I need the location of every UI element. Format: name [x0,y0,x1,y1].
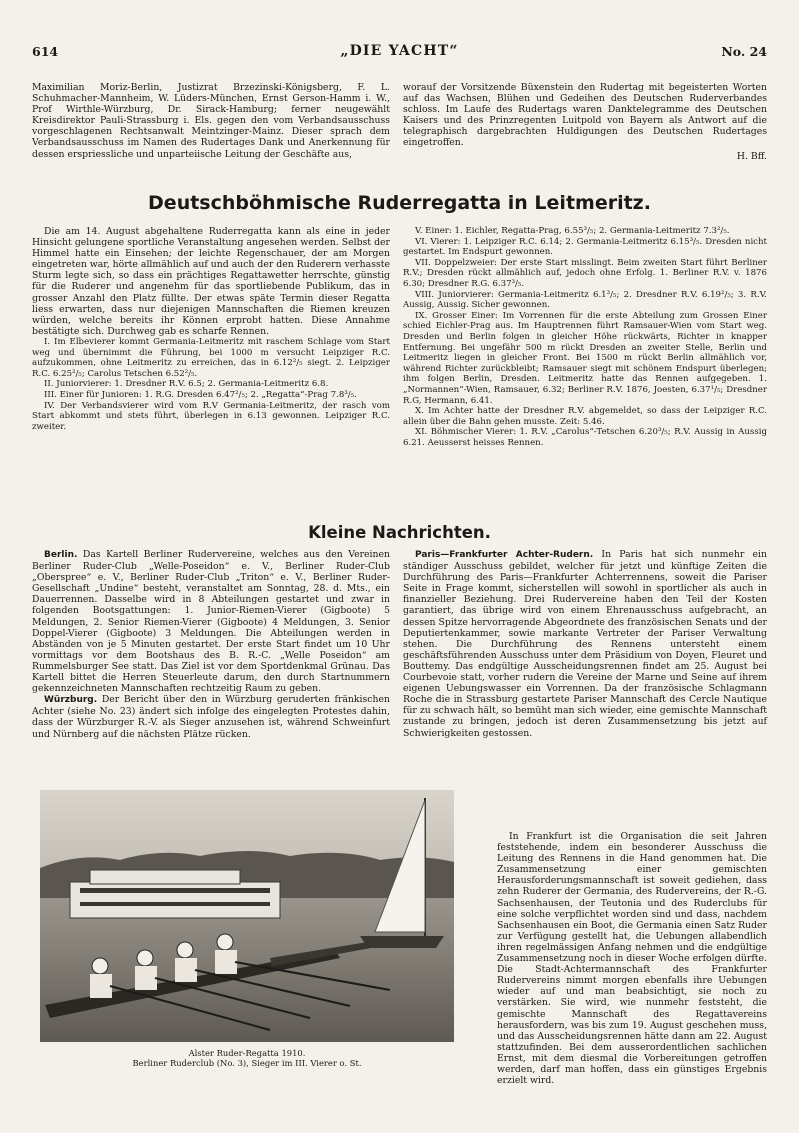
regatta-left-column [32,226,390,432]
photo-caption-title: Alster Ruder-Regatta 1910. [188,1048,306,1058]
regatta-right-column [403,226,767,448]
news-heading: Kleine Nachrichten. [308,523,491,542]
paris-text: In Paris hat sich nunmehr ein ständiger Ausschuss gebildet, welcher für jetzt und künftige Zeiten die Durchführung des Paris—Frankfurter Achterrennens, soweit die Pariser Seite in Frage kommt, sicherstellen will sowohl in sportlicher als auch in finanzieller Beziehung. Drei Rudervereine haben den Teil der Kosten garantiert, das übrige wird von einem Ehrenausschuss aufgebracht, an dessen Spitze hervorragende Abgeordnete des französischen Senats und der Deputiertenkammer, sowie markante Vertreter der Pariser Verwaltung stehen. Die Durchführung des Rennens untersteht einem geschäftsführenden Ausschuss unter dem Präsidium von Doyen, Fleuret und Bouttemy. Das endgültige Ausscheidungsrennen findet am 25. August bei Courbevoie statt, vorher rudern die Vereine der Marne und Seine auf ihrem eigenen Uebungswasser ein Vorrennen. Da der französische Schlagmann Roche die in Strassburg gestartete Pariser Mannschaft des Cercle Nautique für zu schwach hält, so bemüht man sich wieder, eine gemischte Mannschaft zustande zu bringen, jedoch ist deren Zusammensetzung bis jetzt auf Schwierigkeiten gestossen. [403,549,767,739]
paris-lead: Paris—Frankfurter Achter-Rudern. [415,550,594,560]
race-report: VII. Doppelzweier: Der erste Start misslingt. Beim zweiten Start führt Berliner R.V.; Dresden rückt allmählich auf, jedoch ohne Erfolg. 1. Berliner R.V. v. 1876 6.30; Dresdner R.G. 6.37³/₅. [403,257,767,289]
frankfurt-item: In Frankfurt ist die Organisation die seit Jahren feststehende, indem ein besonderer Ausschuss die Leitung des Rennens in die Hand genommen hat. Die Zusammensetzung einer gemischten Herausforderungsmannschaft ist soweit gediehen, dass zehn Ruderer der Germania, des Rudervereins, der R.-G. Sachsenhausen, der Teutonia und des Ruderclubs für eine solche verpflichtet worden sind und dass, nachdem Sachsenhausen ein Boot, die Germania einen Satz Ruder zur Verfügung gestellt hat, die Uebungen allabendlich ihren regelmässigen Anfang nehmen und die endgültige Zusammensetzung noch in dieser Woche erfolgen dürfte. Die Stadt-Achtermannschaft des Frankfurter Rudervereins nimmt morgen ebenfalls ihre Uebungen wieder auf und man beabsichtigt, sie noch zu verstärken. Sie wird, wie nunmehr feststeht, die gemischte Mannschaft des Regattavereins herausfordern, was bis zum 19. August geschehen muss, und das Ausscheidungsrennen hätte dann am 22. August stattzufinden. Bei dem ausserordentlichen sachlichen Ernst, mit dem diesmal die Vorbereitungen getroffen werden, darf man hoffen, dass ein günstiges Ergebnis erzielt wird. [497,831,767,1087]
berlin-text: Das Kartell Berliner Rudervereine, welches aus den Vereinen Berliner Ruder-Club „Welle-Poseidon“ e. V., Berliner Ruder-Club „Oberspree“ e. V., Berliner Ruder-Club „Triton“ e. V., Berliner Ruder-Gesellschaft „Undine“ besteht, veranstaltet am Sonntag, 28. d. Mts., ein Dauerrennen. Dasselbe wird in 8 Abteilungen gestartet und zwar in folgenden Bootsgattungen: 1. Junior-Riemen-Vierer (Gigboote) 5 Meldungen, 2. Senior Riemen-Vierer (Gigboote) 4 Meldungen, 3. Senior Doppel-Vierer (Gigboote) 3 Meldungen. Die Abteilungen werden in Abständen von je 5 Minuten gestartet. Der erste Start findet um 10 Uhr vormittags vor dem Bootshaus des B. R.-C. „Welle Poseidon“ am Rummelsburger See statt. Das Ziel ist vor dem Sportdenkmal Grünau. Das Kartell bittet die Herren Steuerleute darum, den durch Startnummern gekennzeichneten Mannschaften rechtzeitig Raum zu geben. [32,549,390,695]
top-right-column [403,82,767,162]
berlin-item [32,549,390,694]
news-right-column [403,549,767,739]
top-left-column [32,82,390,160]
paris-item [403,549,767,739]
race-report: X. Im Achter hatte der Dresdner R.V. abgemeldet, so dass der Leipziger R.C. allein über die Bahn gehen musste. Zeit: 5.46. [403,406,767,427]
author-signature: H. Bff. [736,150,767,162]
race-report: VIII. Juniorvierer: Germania-Leitmeritz 6.1³/₅; 2. Dresdner R.V. 6.19²/₅; 3. R.V. Aussig, Aussig. Sicher gewonnen. [403,289,767,311]
regatta-photo [40,790,454,1042]
top-left-paragraph: Maximilian Moriz-Berlin, Justizrat Brzezinski-Königsberg, F. L. Schuhmacher-Mannheim, W. Lüders-München, Ernst Gerson-Hamm i. W., Prof Wirthle-Würzburg, Dr. Sirack-Hamburg; ferner neugewählt Kreisdirektor Pauli-Strassburg i. Els. gegen den vom Verbandsausschuss vorgeschlagenen Rechtsanwalt Meintzinger-Mainz. Dieser sprach dem Verbandsausschuss im Namen des Rudertages Dank und Anerkennung für dessen erspriessliche und unparteiische Leitung der Geschäfte aus, [32,82,390,160]
race-report: I. Im Elbevierer kommt Germania-Leitmeritz mit raschem Schlage vom Start weg und übernimmt die Führung, bei 1000 m versucht Leipziger R.C. aufzukommen, ohne Leitmeritz zu erreichen, das in 6.12²/₅ siegt. 2. Leipziger R.C. 6.25²/₅; Carolus Tetschen 6.52²/₅. [32,336,390,379]
wuerzburg-lead: Würzburg. [44,695,98,706]
race-report: VI. Vierer: 1. Leipziger R.C. 6.14; 2. Germania-Leitmeritz 6.15³/₅. Dresden nicht gestartet. Im Endspurt gewonnen. [403,236,767,258]
regatta-intro: Die am 14. August abgehaltene Ruderregatta kann als eine in jeder Hinsicht gelungene sportliche Veranstaltung angesehen werden. Selbst der Himmel hatte ein Einsehen; der leichte Regenschauer, der am Morgen eingetreten war, hörte allmählich auf und auch der den Ruderern verhasste Sturm legte sich, so dass ein prächtiges Regattawetter herrschte, günstig für die Ruderer und angenehm für das sportliebende Publikum, das in grosser Anzahl den Platz füllte. Der etwas späte Termin dieser Regatta liess erwarten, dass nur diejenigen Mannschaften die Riemen kreuzen würden, welche bereits ihr Können erprobt hatten. Diese Annahme bestätigte sich. Durchweg gab es scharfe Rennen. [32,226,390,337]
race-report: II. Juniorvierer: 1. Dresdner R.V. 6.5; 2. Germania-Leitmeritz 6.8. [44,379,329,390]
regatta-heading: Deutschböhmische Ruderregatta in Leitmeritz. [148,192,651,214]
news-left-column [32,549,390,740]
page-header [32,44,767,66]
photo-caption [40,1048,454,1069]
race-report: XI. Böhmischer Vierer: 1. R.V. „Carolus“-Tetschen 6.20³/₅; R.V. Aussig in Aussig 6.21. Aeusserst heisses Rennen. [403,427,767,448]
race-report: IX. Grosser Einer: Im Vorrennen für die erste Abteilung zum Grossen Einer schied Eichler-Prag aus. Im Hauptrennen führt Ramsauer-Wien vom Start weg. Dresden und Berlin folgen in gleicher Höhe rückwärts, Richter in knapper Entfernung. Bei ungefähr 500 m rückt Dresden an zweiter Stelle, Berlin und Leitmeritz liegen in gleicher Front. Bei 1500 m rückt Berlin allmählich vor, während Richter zurückbleibt; Ramsauer siegt mit schönem Endspurt überlegen; ihm folgen Berlin, Dresden. Leitmeritz hatte das Rennen aufgegeben. 1. „Normannen“-Wien, Ramsauer, 6.32; Berliner R.V. 1876, Joesten, 6.37¹/₅; Dresdner R.G, Hermann, 6.41. [403,310,767,406]
page-number: 614 [32,44,59,59]
photo-caption-subtitle: Berliner Ruderclub (No. 3), Sieger im III. Vierer o. St. [132,1058,362,1069]
issue-number: No. 24 [721,44,767,59]
news-right-lower-column [497,831,767,1086]
top-right-paragraph: worauf der Vorsitzende Büxenstein den Rudertag mit begeisterten Worten auf das Wachsen, Blühen und Gedeihen des Deutschen Ruderverbandes schloss. Im Laufe des Rudertags waren Danktelegramme des Deutschen Kaisers und des Prinzregenten Luitpold von Bayern als Antwort auf die telegraphisch dargebrachten Huldigungen des Deutschen Rudertages eingetroffen. [403,82,767,149]
magazine-title: „DIE YACHT“ [340,43,459,59]
wuerzburg-text: Der Bericht über den in Würzburg geruderten fränkischen Achter (siehe No. 23) ändert sich infolge des eingelegten Protestes dahin, dass der Würzburger R.-V. als Sieger anzusehen ist, während Schweinfurt und Nürnberg auf die nächsten Plätze rücken. [32,694,390,740]
race-report: IV. Der Verbandsvierer wird vom R.V Germania-Leitmeritz, der rasch vom Start abkommt und stets führt, überlegen in 6.13 gewonnen. Leipziger R.C. zweiter. [32,400,390,432]
wuerzburg-item [32,694,390,739]
rowing-scene-image [40,790,454,1042]
race-report: III. Einer für Junioren: 1. R.G. Dresden 6.47²/₅; 2. „Regatta“-Prag 7.8³/₅. [44,389,357,400]
berlin-lead: Berlin. [44,550,78,560]
race-report: V. Einer: 1. Eichler, Regatta-Prag, 6.55³/₅; 2. Germania-Leitmeritz 7.3²/₅. [415,226,730,236]
